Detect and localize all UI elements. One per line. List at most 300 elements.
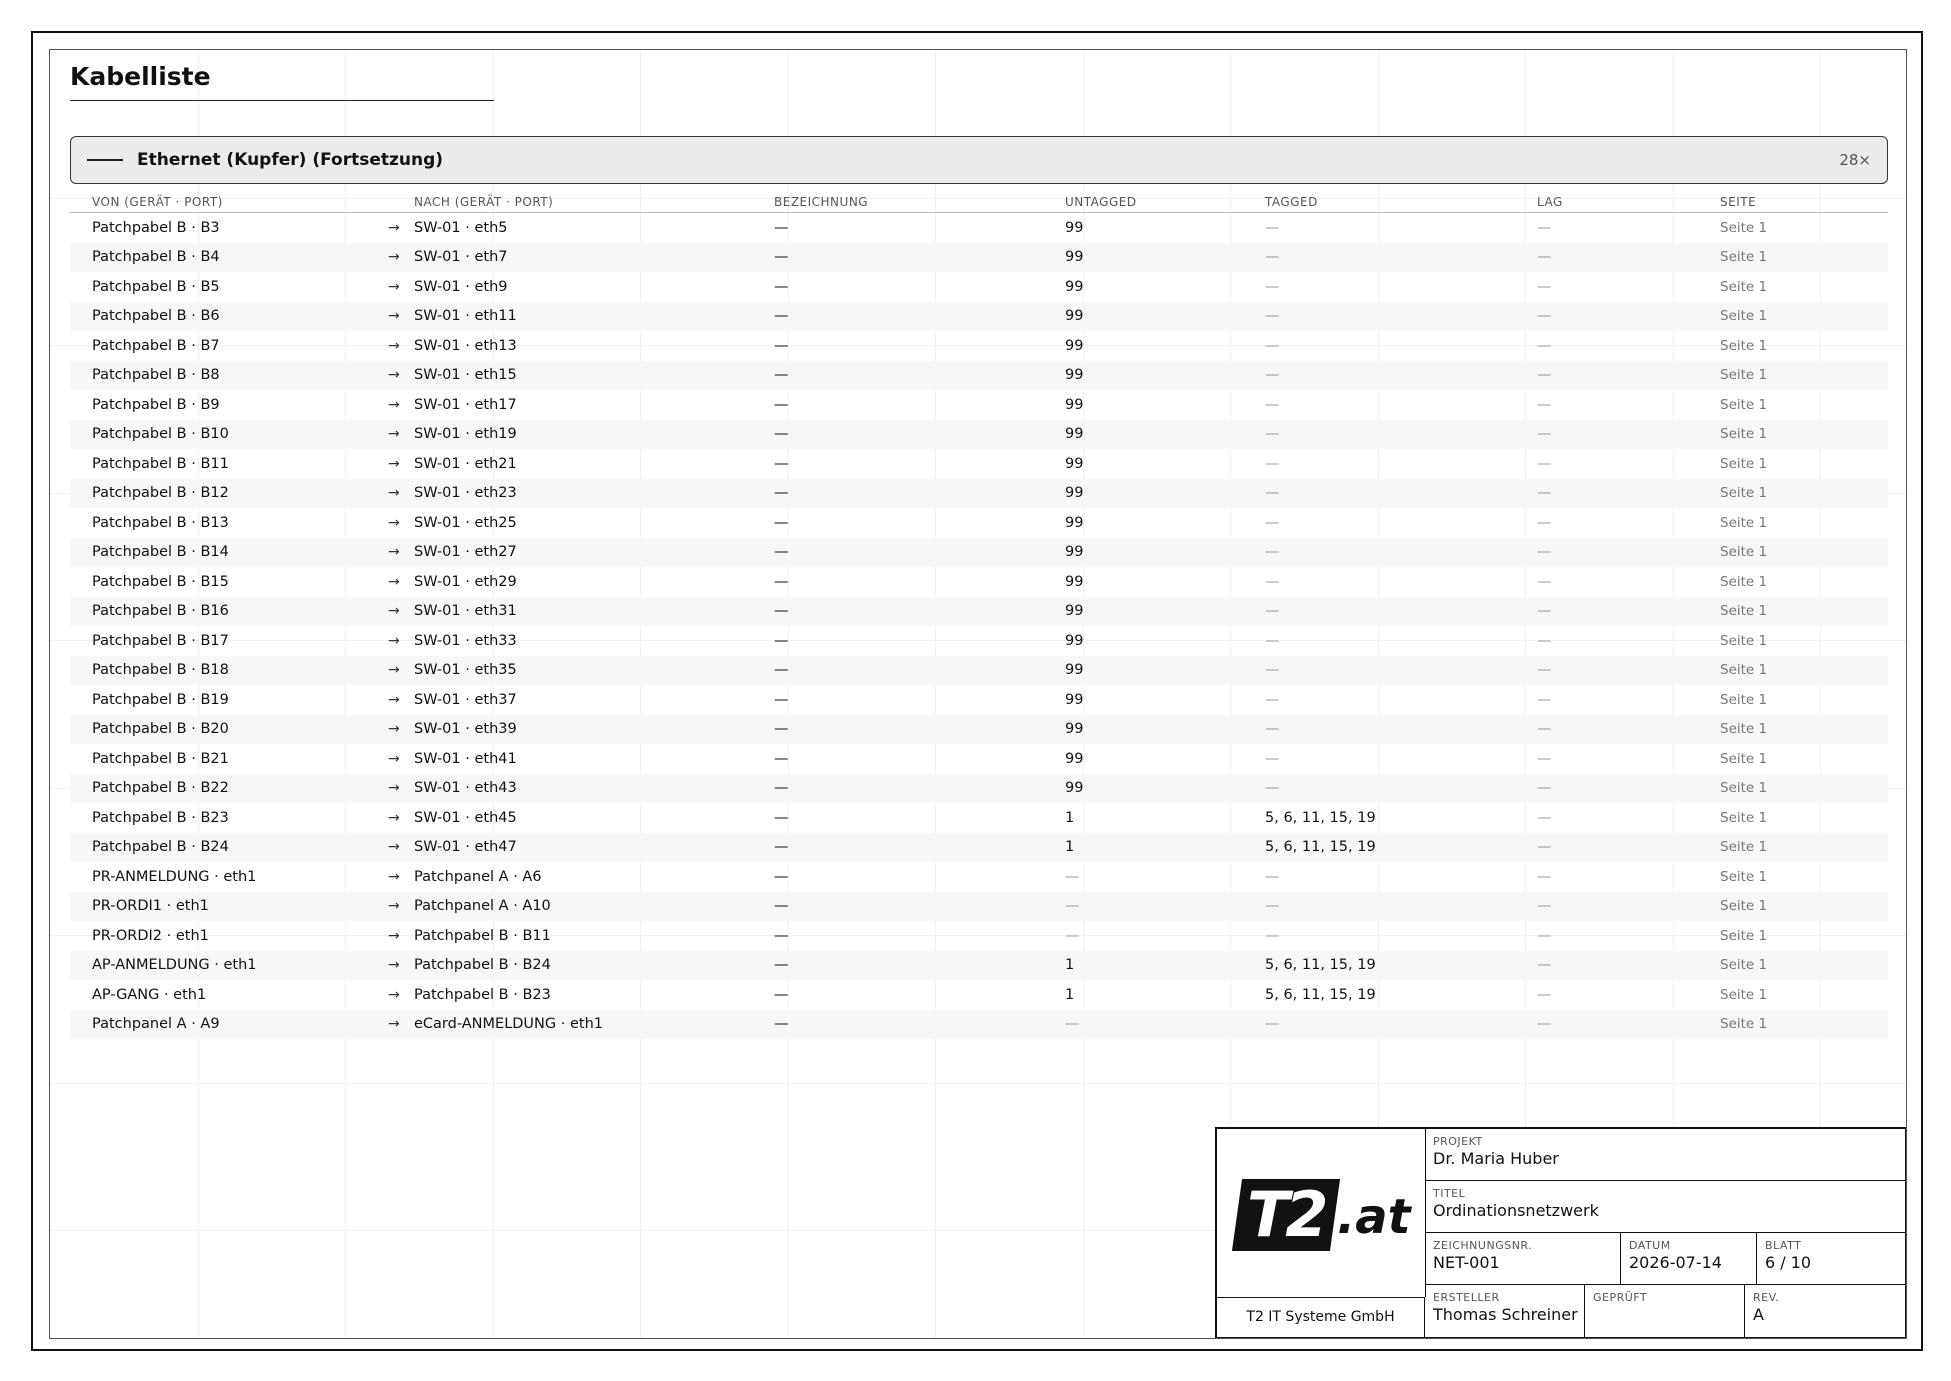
drawing-no-cell	[1425, 1233, 1621, 1285]
cell-tagged: —	[1265, 514, 1280, 531]
cell-name: —	[752, 1010, 1043, 1040]
author-value: Thomas Schreiner	[1433, 1305, 1578, 1324]
title-underline	[70, 100, 494, 101]
table-row[interactable]	[70, 715, 1888, 745]
title-caption: TITEL	[1433, 1187, 1466, 1200]
cell-from: Patchpabel B · B13	[92, 514, 229, 531]
section-header-ethernet[interactable]	[70, 136, 1888, 184]
table-row[interactable]	[70, 685, 1888, 715]
cell-lag: —	[1537, 691, 1552, 708]
cell-to	[388, 449, 752, 479]
cell-lag: —	[1515, 892, 1698, 922]
cell-to-text: SW-01 · eth15	[414, 367, 517, 384]
cell-to	[388, 685, 752, 715]
cell-untagged: 1	[1065, 986, 1075, 1003]
cell-lag: —	[1537, 927, 1552, 944]
cell-tagged: —	[1243, 1010, 1515, 1040]
cell-name: —	[774, 632, 789, 649]
cell-lag: —	[1515, 1010, 1698, 1040]
cell-to	[388, 331, 752, 361]
project-cell	[1425, 1129, 1905, 1181]
cell-lag: —	[1537, 986, 1552, 1003]
cell-page: Seite 1	[1720, 632, 1768, 649]
table-row[interactable]	[70, 921, 1888, 951]
cell-from: Patchpabel B · B14	[70, 538, 388, 568]
table-row[interactable]	[70, 833, 1888, 863]
cell-untagged: 99	[1043, 479, 1243, 509]
cell-lag: —	[1515, 715, 1698, 745]
cell-to-text: SW-01 · eth33	[414, 632, 517, 649]
cell-from: Patchpanel A · A9	[70, 1010, 388, 1040]
cell-to-text: Patchpanel A · A10	[414, 898, 551, 915]
cell-name: —	[774, 573, 789, 590]
cell-to-text: SW-01 · eth29	[414, 573, 517, 590]
cell-lag: —	[1515, 656, 1698, 686]
cell-to-text: SW-01 · eth13	[414, 337, 517, 354]
cell-from: Patchpabel B · B16	[70, 597, 388, 627]
cell-to-text: SW-01 · eth19	[414, 426, 517, 443]
cell-tagged: —	[1243, 597, 1515, 627]
cell-to-text: SW-01 · eth9	[414, 278, 508, 295]
arrow-right-icon: →	[388, 927, 400, 944]
cell-name: —	[774, 337, 789, 354]
cell-to-text: SW-01 · eth31	[414, 603, 517, 620]
cell-lag: —	[1537, 514, 1552, 531]
cell-to	[388, 951, 752, 981]
cell-tagged: —	[1243, 538, 1515, 568]
cell-from: Patchpabel B · B12	[70, 479, 388, 509]
cell-name: —	[774, 514, 789, 531]
cell-untagged: 99	[1065, 691, 1084, 708]
cell-page: Seite 1	[1698, 1010, 1888, 1040]
cell-untagged: 99	[1043, 774, 1243, 804]
section-count-badge: 28×	[1839, 151, 1871, 169]
arrow-right-icon: →	[388, 544, 400, 561]
cell-name: —	[752, 892, 1043, 922]
col-header-from: VON (GERÄT · PORT)	[70, 192, 388, 213]
arrow-right-icon: →	[388, 455, 400, 472]
arrow-right-icon: →	[388, 780, 400, 797]
table-row[interactable]	[70, 803, 1888, 833]
arrow-right-icon: →	[388, 691, 400, 708]
cell-to	[388, 243, 752, 273]
cell-name: —	[752, 774, 1043, 804]
cell-page: Seite 1	[1698, 479, 1888, 509]
cell-from: Patchpabel B · B4	[70, 243, 388, 273]
cell-untagged: —	[1065, 868, 1080, 885]
cell-page: Seite 1	[1698, 656, 1888, 686]
table-row[interactable]	[70, 626, 1888, 656]
table-row[interactable]	[70, 656, 1888, 686]
cell-name: —	[752, 420, 1043, 450]
table-row[interactable]	[70, 331, 1888, 361]
cell-tagged: —	[1243, 892, 1515, 922]
cell-to	[388, 213, 752, 243]
cell-lag: —	[1537, 750, 1552, 767]
table-row[interactable]	[70, 449, 1888, 479]
cell-to	[388, 833, 752, 863]
cell-page: Seite 1	[1698, 302, 1888, 332]
cell-lag: —	[1537, 573, 1552, 590]
cell-from: Patchpabel B · B19	[92, 691, 229, 708]
table-row[interactable]	[70, 213, 1888, 243]
cell-name: —	[774, 396, 789, 413]
cell-tagged: —	[1265, 632, 1280, 649]
arrow-right-icon: →	[388, 839, 400, 856]
cell-tagged: —	[1243, 243, 1515, 273]
section-label: Ethernet (Kupfer) (Fortsetzung)	[137, 150, 444, 170]
cell-name: —	[774, 750, 789, 767]
date-value: 2026-07-14	[1629, 1253, 1722, 1272]
cell-name: —	[774, 278, 789, 295]
col-header-untagged: UNTAGGED	[1043, 192, 1243, 213]
title-block	[1215, 1127, 1907, 1339]
cell-to-text: Patchpabel B · B23	[414, 986, 551, 1003]
cell-name: —	[752, 656, 1043, 686]
cell-untagged: 99	[1043, 715, 1243, 745]
cell-page: Seite 1	[1720, 691, 1768, 708]
cell-to-text: Patchpanel A · A6	[414, 868, 542, 885]
logo-text-suffix: .at	[1337, 1189, 1411, 1245]
cell-untagged: 99	[1065, 750, 1084, 767]
cell-untagged: 99	[1043, 243, 1243, 273]
cell-page: Seite 1	[1698, 361, 1888, 391]
cell-page: Seite 1	[1720, 809, 1768, 826]
arrow-right-icon: →	[388, 721, 400, 738]
cell-to-text: SW-01 · eth39	[414, 721, 517, 738]
cell-to-text: SW-01 · eth21	[414, 455, 517, 472]
cell-untagged: 99	[1065, 455, 1084, 472]
cell-page: Seite 1	[1698, 774, 1888, 804]
author-caption: ERSTELLER	[1433, 1291, 1500, 1304]
arrow-right-icon: →	[388, 426, 400, 443]
cell-name: —	[752, 597, 1043, 627]
table-row[interactable]	[70, 420, 1888, 450]
checked-cell	[1585, 1285, 1745, 1337]
cell-tagged: —	[1265, 750, 1280, 767]
arrow-right-icon: →	[388, 485, 400, 502]
cell-page: Seite 1	[1720, 219, 1768, 236]
cell-to	[388, 597, 752, 627]
cell-page: Seite 1	[1698, 538, 1888, 568]
cell-to-text: eCard-ANMELDUNG · eth1	[414, 1016, 603, 1033]
table-row[interactable]	[70, 243, 1888, 273]
cell-untagged: 99	[1043, 361, 1243, 391]
table-row[interactable]	[70, 272, 1888, 302]
checked-caption: GEPRÜFT	[1593, 1291, 1648, 1304]
table-row[interactable]	[70, 862, 1888, 892]
arrow-right-icon: →	[388, 809, 400, 826]
cell-page: Seite 1	[1720, 396, 1768, 413]
cell-from: PR-ORDI2 · eth1	[92, 927, 209, 944]
col-header-name: BEZEICHNUNG	[752, 192, 1043, 213]
col-header-lag: LAG	[1515, 192, 1698, 213]
cell-name: —	[774, 691, 789, 708]
cell-tagged: —	[1243, 302, 1515, 332]
sheet-caption: BLATT	[1765, 1239, 1802, 1252]
arrow-right-icon: →	[388, 603, 400, 620]
table-row[interactable]	[70, 980, 1888, 1010]
table-row[interactable]	[70, 479, 1888, 509]
cell-to	[388, 567, 752, 597]
cell-lag: —	[1515, 951, 1698, 981]
cell-to	[388, 774, 752, 804]
cell-to-text: Patchpabel B · B24	[414, 957, 551, 974]
cell-from: Patchpabel B · B15	[92, 573, 229, 590]
cell-untagged: 99	[1043, 597, 1243, 627]
cell-page: Seite 1	[1720, 868, 1768, 885]
cell-to	[388, 715, 752, 745]
cell-to	[388, 390, 752, 420]
cell-page: Seite 1	[1698, 715, 1888, 745]
cell-lag: —	[1515, 361, 1698, 391]
cell-name: —	[774, 927, 789, 944]
arrow-right-icon: →	[388, 249, 400, 266]
cell-tagged: —	[1243, 656, 1515, 686]
cell-to	[388, 626, 752, 656]
cell-to	[388, 479, 752, 509]
table-row[interactable]	[70, 361, 1888, 391]
arrow-right-icon: →	[388, 632, 400, 649]
cell-to	[388, 862, 752, 892]
arrow-right-icon: →	[388, 573, 400, 590]
cell-to	[388, 744, 752, 774]
cell-to-text: SW-01 · eth47	[414, 839, 517, 856]
cell-page: Seite 1	[1698, 833, 1888, 863]
cell-to	[388, 656, 752, 686]
cell-to	[388, 302, 752, 332]
sheet-cell	[1757, 1233, 1905, 1285]
cell-from: Patchpabel B · B5	[92, 278, 220, 295]
cell-name: —	[752, 833, 1043, 863]
title-cell	[1425, 1181, 1905, 1233]
cell-lag: —	[1537, 278, 1552, 295]
cell-tagged: —	[1265, 219, 1280, 236]
cell-from: Patchpabel B · B24	[70, 833, 388, 863]
cell-from: Patchpabel B · B11	[92, 455, 229, 472]
cell-tagged: —	[1243, 420, 1515, 450]
cell-tagged: —	[1243, 715, 1515, 745]
logo-cell	[1217, 1129, 1426, 1297]
table-row[interactable]	[70, 774, 1888, 804]
cell-lag: —	[1515, 774, 1698, 804]
grid-line	[50, 1083, 1906, 1084]
cell-tagged: —	[1243, 361, 1515, 391]
cell-untagged: 99	[1065, 632, 1084, 649]
cell-untagged: —	[1065, 927, 1080, 944]
title-value: Ordinationsnetzwerk	[1433, 1201, 1599, 1220]
cell-untagged: 99	[1065, 573, 1084, 590]
cell-page: Seite 1	[1698, 597, 1888, 627]
cell-lag: —	[1515, 597, 1698, 627]
project-caption: PROJEKT	[1433, 1135, 1483, 1148]
cable-table	[70, 192, 1888, 1039]
table-row[interactable]	[70, 508, 1888, 538]
cell-tagged: 5, 6, 11, 15, 19	[1243, 951, 1515, 981]
drawing-no-caption: ZEICHNUNGSNR.	[1433, 1239, 1533, 1252]
cell-page: Seite 1	[1698, 892, 1888, 922]
arrow-right-icon: →	[388, 337, 400, 354]
cell-to-text: Patchpabel B · B11	[414, 927, 551, 944]
arrow-right-icon: →	[388, 898, 400, 915]
cell-name: —	[752, 361, 1043, 391]
cell-untagged: 99	[1065, 278, 1084, 295]
cell-to	[388, 508, 752, 538]
arrow-right-icon: →	[388, 662, 400, 679]
section-dash-icon	[87, 159, 123, 161]
cell-from: AP-ANMELDUNG · eth1	[70, 951, 388, 981]
cell-tagged: 5, 6, 11, 15, 19	[1265, 986, 1376, 1003]
cell-untagged: —	[1043, 892, 1243, 922]
cell-tagged: —	[1265, 337, 1280, 354]
arrow-right-icon: →	[388, 308, 400, 325]
cell-to	[388, 980, 752, 1010]
cell-to-text: SW-01 · eth37	[414, 691, 517, 708]
cell-name: —	[752, 715, 1043, 745]
arrow-right-icon: →	[388, 219, 400, 236]
cell-lag: —	[1537, 868, 1552, 885]
cell-page: Seite 1	[1720, 514, 1768, 531]
cell-from: Patchpabel B · B3	[92, 219, 220, 236]
cell-to-text: SW-01 · eth27	[414, 544, 517, 561]
cell-page: Seite 1	[1720, 986, 1768, 1003]
cell-from: Patchpabel B · B9	[92, 396, 220, 413]
cell-from: PR-ORDI1 · eth1	[70, 892, 388, 922]
cell-from: Patchpabel B · B6	[70, 302, 388, 332]
cell-tagged: —	[1265, 691, 1280, 708]
cell-tagged: —	[1265, 396, 1280, 413]
cell-lag: —	[1515, 302, 1698, 332]
cell-to-text: SW-01 · eth35	[414, 662, 517, 679]
cell-name: —	[752, 479, 1043, 509]
cell-lag: —	[1515, 833, 1698, 863]
t2-logo	[1237, 1177, 1411, 1253]
cell-name: —	[774, 219, 789, 236]
cell-tagged: 5, 6, 11, 15, 19	[1243, 833, 1515, 863]
cell-to-text: SW-01 · eth45	[414, 809, 517, 826]
table-row[interactable]	[70, 390, 1888, 420]
rev-value: A	[1753, 1305, 1764, 1324]
cell-lag: —	[1537, 219, 1552, 236]
cell-from: Patchpabel B · B18	[70, 656, 388, 686]
cell-to-text: SW-01 · eth41	[414, 750, 517, 767]
cell-to-text: SW-01 · eth25	[414, 514, 517, 531]
cell-from: Patchpabel B · B7	[92, 337, 220, 354]
arrow-right-icon: →	[388, 278, 400, 295]
cell-lag: —	[1537, 632, 1552, 649]
cell-tagged: 5, 6, 11, 15, 19	[1265, 809, 1376, 826]
cell-untagged: —	[1043, 1010, 1243, 1040]
table-header-row	[70, 192, 1888, 213]
cell-tagged: —	[1265, 455, 1280, 472]
cell-lag: —	[1537, 455, 1552, 472]
arrow-right-icon: →	[388, 396, 400, 413]
cell-name: —	[774, 455, 789, 472]
cell-from: Patchpabel B · B22	[70, 774, 388, 804]
cell-to-text: SW-01 · eth43	[414, 780, 517, 797]
cell-to-text: SW-01 · eth7	[414, 249, 508, 266]
cell-tagged: —	[1243, 774, 1515, 804]
arrow-right-icon: →	[388, 986, 400, 1003]
cell-name: —	[774, 868, 789, 885]
cell-to	[388, 420, 752, 450]
table-row[interactable]	[70, 538, 1888, 568]
date-cell	[1621, 1233, 1757, 1285]
cell-page: Seite 1	[1720, 337, 1768, 354]
cell-tagged: —	[1265, 573, 1280, 590]
table-row[interactable]	[70, 302, 1888, 332]
cell-to-text: SW-01 · eth5	[414, 219, 508, 236]
cell-page: Seite 1	[1720, 455, 1768, 472]
cell-untagged: 1	[1065, 809, 1075, 826]
cell-to	[388, 892, 752, 922]
table-row[interactable]	[70, 744, 1888, 774]
cell-lag: —	[1515, 420, 1698, 450]
table-row[interactable]	[70, 1010, 1888, 1040]
cell-lag: —	[1537, 809, 1552, 826]
cell-tagged: —	[1265, 278, 1280, 295]
cell-to	[388, 921, 752, 951]
arrow-right-icon: →	[388, 1016, 400, 1033]
cell-from: Patchpabel B · B21	[92, 750, 229, 767]
arrow-right-icon: →	[388, 750, 400, 767]
company-name: T2 IT Systeme GmbH	[1217, 1297, 1425, 1337]
cell-page: Seite 1	[1720, 927, 1768, 944]
cell-name: —	[752, 302, 1043, 332]
author-cell	[1425, 1285, 1585, 1337]
drawing-no-value: NET-001	[1433, 1253, 1500, 1272]
table-row[interactable]	[70, 567, 1888, 597]
cell-lag: —	[1537, 396, 1552, 413]
cell-untagged: 99	[1043, 538, 1243, 568]
cell-untagged: 99	[1043, 302, 1243, 332]
arrow-right-icon: →	[388, 957, 400, 974]
col-header-to: NACH (GERÄT · PORT)	[388, 192, 752, 213]
cell-to	[388, 538, 752, 568]
cell-page: Seite 1	[1720, 278, 1768, 295]
cell-tagged: —	[1265, 927, 1280, 944]
cell-page: Seite 1	[1698, 951, 1888, 981]
cell-name: —	[752, 951, 1043, 981]
table-row[interactable]	[70, 951, 1888, 981]
cell-untagged: 99	[1065, 396, 1084, 413]
cell-to	[388, 361, 752, 391]
cell-to	[388, 272, 752, 302]
cell-from: Patchpabel B · B17	[92, 632, 229, 649]
rev-cell	[1745, 1285, 1905, 1337]
cell-untagged: 99	[1065, 514, 1084, 531]
cell-name: —	[752, 243, 1043, 273]
cell-name: —	[774, 809, 789, 826]
cell-lag: —	[1537, 337, 1552, 354]
arrow-right-icon: →	[388, 868, 400, 885]
cell-lag: —	[1515, 538, 1698, 568]
cell-name: —	[752, 538, 1043, 568]
table-row[interactable]	[70, 892, 1888, 922]
cell-untagged: 1	[1043, 951, 1243, 981]
cell-page: Seite 1	[1720, 573, 1768, 590]
cell-tagged: —	[1265, 868, 1280, 885]
cell-to-text: SW-01 · eth23	[414, 485, 517, 502]
cell-from: Patchpabel B · B20	[70, 715, 388, 745]
sheet-value: 6 / 10	[1765, 1253, 1812, 1272]
cell-untagged: 99	[1065, 219, 1084, 236]
rev-caption: REV.	[1753, 1291, 1780, 1304]
cell-name: —	[774, 986, 789, 1003]
cell-lag: —	[1515, 479, 1698, 509]
table-row[interactable]	[70, 597, 1888, 627]
drawing-frame-inner	[49, 49, 1907, 1339]
